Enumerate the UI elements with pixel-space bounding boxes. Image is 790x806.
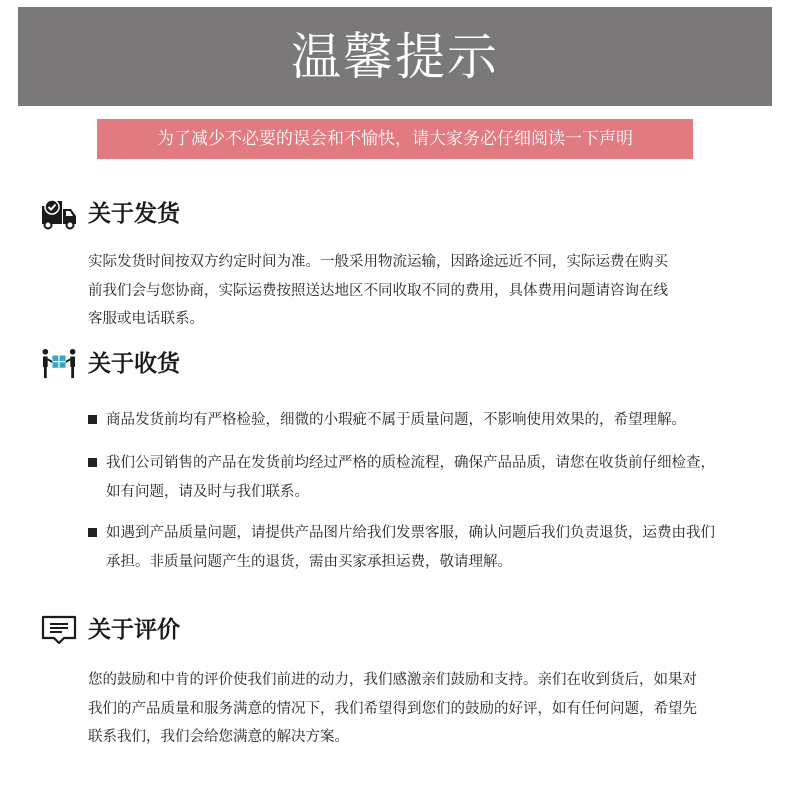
text-line: 我们公司销售的产品在发货前均经过严格的质检流程，确保产品品质，请您在收货前仔细检查， (106, 455, 715, 471)
text-line: 客服或电话联系。 (88, 311, 204, 327)
shipping-text (88, 248, 668, 334)
bullet-square-icon (88, 415, 97, 424)
shipping-section-header (40, 198, 180, 230)
text-line: 您的鼓励和中肯的评价使我们前进的动力，我们感激亲们鼓励和支持。亲们在收到货后，如果对 (88, 672, 697, 688)
list-item (88, 449, 715, 506)
section-title-review: 关于评价 (88, 616, 180, 643)
bullet-square-icon (88, 528, 97, 537)
text-line: 前我们会与您协商，实际运费按照送达地区不同收取不同的费用，具体费用问题请咨询在线 (88, 282, 668, 299)
notice-text: 为了减少不必要的误会和不愉快，请大家务必仔细阅读一下声明 (157, 128, 633, 149)
notice-bar (97, 119, 693, 159)
text-line: 商品发货前均有严格检验，细微的小瑕疵不属于质量问题，不影响使用效果的，希望理解。 (106, 412, 686, 428)
receiving-section-header (40, 348, 180, 380)
review-text (88, 666, 697, 752)
section-title-shipping: 关于发货 (88, 200, 180, 227)
page-title: 温馨提示 (291, 27, 499, 86)
text-line: 如有问题，请及时与我们联系。 (106, 483, 309, 500)
text-line: 联系我们，我们会给您满意的解决方案。 (88, 729, 349, 745)
package-handover-icon (40, 348, 78, 380)
text-line: 如遇到产品质量问题，请提供产品图片给我们发票客服，确认问题后我们负责退货，运费由我们 (106, 525, 715, 541)
chat-bubble-icon (40, 614, 78, 646)
bullet-square-icon (88, 458, 97, 467)
text-line: 承担。非质量问题产生的退货，需由买家承担运费，敬请理解。 (106, 553, 512, 570)
review-section-header (40, 614, 180, 646)
delivery-truck-icon (40, 198, 78, 230)
text-line: 实际发货时间按双方约定时间为准。一般采用物流运输，因路途远近不同，实际运费在购买 (88, 254, 668, 270)
section-title-receiving: 关于收货 (88, 350, 180, 377)
header-banner (18, 7, 772, 106)
list-item (88, 519, 715, 576)
list-item (88, 406, 686, 435)
text-line: 我们的产品质量和服务满意的情况下，我们希望得到您们的鼓励的好评，如有任何问题，希望先 (88, 700, 697, 717)
